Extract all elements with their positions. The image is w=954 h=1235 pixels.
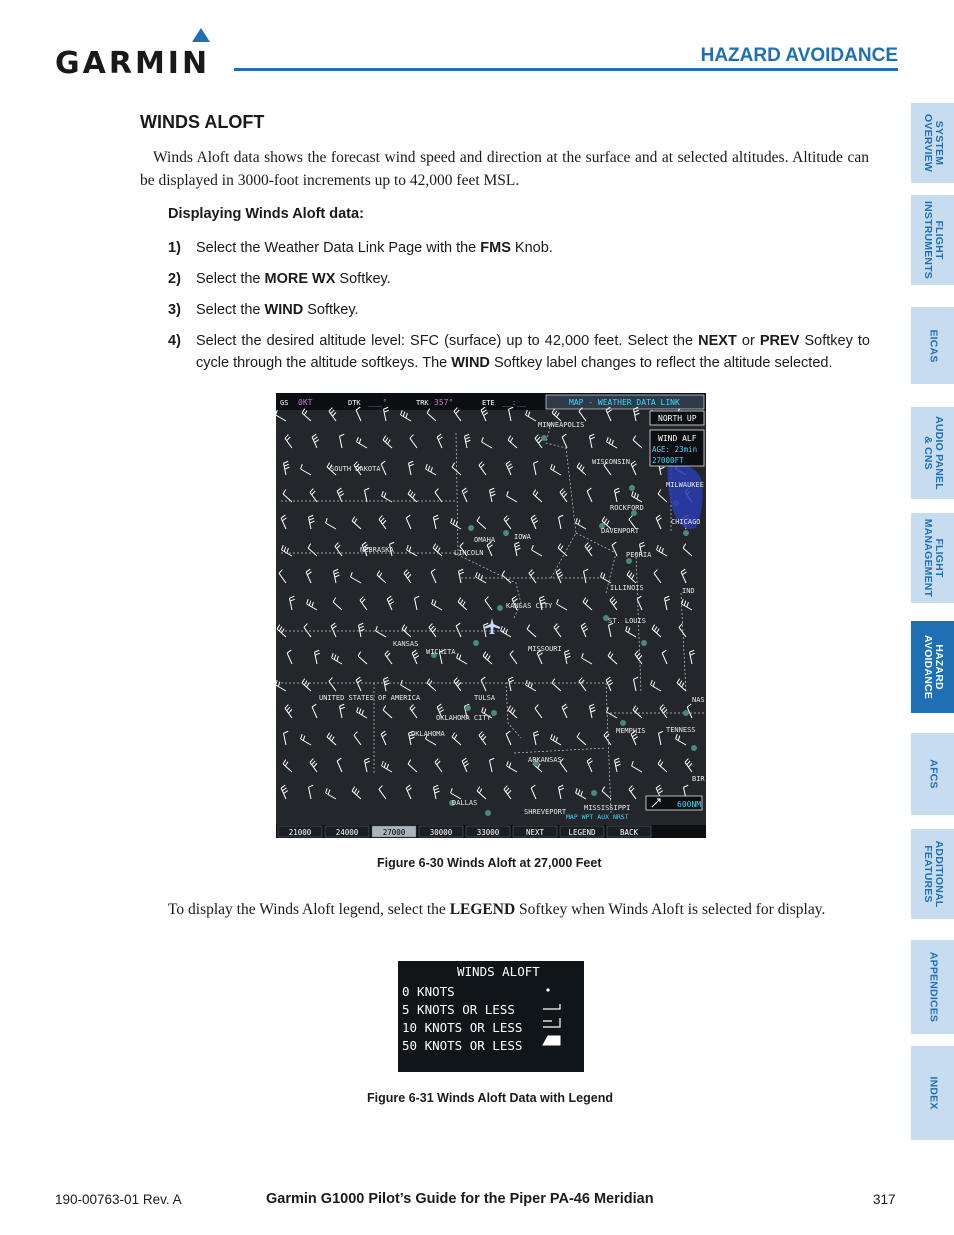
side-tab-label: AFCS bbox=[927, 759, 939, 789]
legend-row: 0 KNOTS bbox=[402, 984, 455, 999]
map-label: OKLAHOMA bbox=[411, 730, 445, 738]
ete-value: __:__ bbox=[502, 398, 527, 407]
ete-label: ETE bbox=[482, 399, 495, 407]
legend-row: 5 KNOTS OR LESS bbox=[402, 1002, 515, 1017]
wind-age-label: AGE: 23min bbox=[652, 445, 698, 454]
map-label: NAS bbox=[692, 696, 705, 704]
side-tab-label: HAZARD AVOIDANCE bbox=[921, 634, 945, 700]
north-up-label: NORTH UP bbox=[658, 414, 697, 423]
softkey-label: BACK bbox=[619, 828, 639, 837]
softkey-label: 27000 bbox=[382, 828, 406, 837]
map-label: OMAHA bbox=[474, 536, 496, 544]
map-label: IND bbox=[682, 587, 695, 595]
map-label: KANSAS bbox=[393, 640, 419, 648]
procedure-subhead: Displaying Winds Aloft data: bbox=[168, 206, 364, 222]
winds-aloft-legend-figure bbox=[398, 961, 584, 1072]
softkey-label: LEGEND bbox=[568, 828, 596, 837]
barb-5kt-icon bbox=[543, 1004, 560, 1009]
intro-paragraph: Winds Aloft data shows the forecast wind speed and direction at the surface and at selected altitudes. Altitude can be displayed in 3000-foot increments up to 42,000 feet MSL. bbox=[140, 149, 869, 189]
side-tab-hazard-avoidance[interactable] bbox=[911, 621, 954, 713]
side-tab-label: APPENDICES bbox=[927, 951, 939, 1023]
softkey-label: 30000 bbox=[429, 828, 453, 837]
section-title: HAZARD AVOIDANCE bbox=[700, 45, 898, 66]
trk-label: TRK bbox=[416, 399, 429, 407]
step-number: 2) bbox=[168, 271, 181, 287]
map-label: TULSA bbox=[474, 694, 496, 702]
map-label: SHREVEPORT bbox=[524, 808, 567, 816]
document-id: 190-00763-01 Rev. A bbox=[55, 1192, 182, 1207]
map-label: NEBRASKA bbox=[360, 546, 394, 554]
map-label: BIR bbox=[692, 775, 705, 783]
side-tab-label: SYSTEM OVERVIEW bbox=[921, 113, 945, 173]
side-tab-index[interactable] bbox=[911, 1046, 954, 1140]
side-tab-label: EICAS bbox=[927, 328, 939, 363]
softkey-label: 33000 bbox=[476, 828, 500, 837]
map-label: ST. LOUIS bbox=[608, 617, 646, 625]
figure1-caption: Figure 6-30 Winds Aloft at 27,000 Feet bbox=[377, 856, 602, 870]
map-label: DAVENPORT bbox=[601, 527, 639, 535]
map-label: ILLINOIS bbox=[610, 584, 644, 592]
step-number: 3) bbox=[168, 302, 181, 318]
side-tab-system-overview[interactable] bbox=[911, 103, 954, 183]
page-number: 317 bbox=[873, 1192, 896, 1207]
step-number: 4) bbox=[168, 333, 181, 349]
legend-paragraph: To display the Winds Aloft legend, select the LEGEND Softkey when Winds Aloft is selected for display. bbox=[168, 901, 826, 918]
gs-label: GS bbox=[280, 399, 289, 407]
step-4: 4) Select the desired altitude level: SFC (surface) up to 42,000 feet. Select the NEXT or PREV Softkey to cycle through the altitude softkeys. The WIND Softkey label changes to reflect the altitude selected. bbox=[168, 330, 870, 374]
map-label: SOUTH DAKOTA bbox=[330, 465, 381, 473]
map-label: ARKANSAS bbox=[528, 756, 562, 764]
side-tab-appendices[interactable] bbox=[911, 940, 954, 1034]
step-number: 1) bbox=[168, 240, 181, 256]
map-label: MISSISSIPPI bbox=[584, 804, 631, 812]
page-title: MAP - WEATHER DATA LINK bbox=[569, 398, 680, 407]
side-tab-flight-instruments[interactable] bbox=[911, 195, 954, 285]
calm-symbol-icon bbox=[546, 988, 549, 991]
gs-value: 0KT bbox=[298, 398, 313, 407]
side-tab-label: INDEX bbox=[927, 1076, 939, 1110]
map-label: WISCONSIN bbox=[592, 458, 630, 466]
header-rule bbox=[234, 68, 898, 71]
map-label: UNITED STATES OF AMERICA bbox=[319, 694, 421, 702]
side-tab-label: AUDIO PANEL & CNS bbox=[921, 416, 945, 490]
map-label: MINNEAPOLIS bbox=[538, 421, 585, 429]
trk-value: 357° bbox=[434, 398, 454, 407]
legend-row: 50 KNOTS OR LESS bbox=[402, 1038, 523, 1053]
map-label: KANSAS CITY bbox=[506, 602, 553, 610]
map-label: TENNESS bbox=[666, 726, 696, 734]
dtk-value: ___° bbox=[368, 398, 388, 407]
map-label: MILWAUKEE bbox=[666, 481, 704, 489]
page-heading: WINDS ALOFT bbox=[140, 112, 265, 132]
wind-alf-label: WIND ALF bbox=[658, 434, 697, 443]
figure2-caption: Figure 6-31 Winds Aloft Data with Legend bbox=[367, 1091, 613, 1105]
logo-text: GARMIN bbox=[55, 46, 211, 81]
map-label: MISSOURI bbox=[528, 645, 562, 653]
barb-50kt-icon bbox=[543, 1036, 560, 1045]
step-3: 3) Select the WIND Softkey. bbox=[168, 299, 870, 321]
side-tab-afcs[interactable] bbox=[911, 733, 954, 815]
legend-row: 10 KNOTS OR LESS bbox=[402, 1020, 523, 1035]
garmin-logo bbox=[55, 28, 220, 81]
step-1: 1) Select the Weather Data Link Page with the FMS Knob. bbox=[168, 237, 870, 259]
barb-10kt-icon bbox=[543, 1018, 560, 1027]
map-label: MEMPHIS bbox=[616, 727, 646, 735]
logo-triangle-icon bbox=[192, 28, 210, 42]
map-label: WICHITA bbox=[426, 648, 456, 656]
wind-alt-label: 27000FT bbox=[652, 456, 684, 465]
step-2: 2) Select the MORE WX Softkey. bbox=[168, 268, 870, 290]
page-group-label: MAP WPT AUX NRST bbox=[566, 813, 629, 821]
map-label: LINCOLN bbox=[454, 549, 484, 557]
softkey-label: 24000 bbox=[335, 828, 359, 837]
side-tab-audio-panel-cns[interactable] bbox=[911, 407, 954, 499]
side-tab-additional-features[interactable] bbox=[911, 829, 954, 919]
range-label: 600NM bbox=[677, 800, 702, 809]
side-tab-flight-management[interactable] bbox=[911, 513, 954, 603]
document-title: Garmin G1000 Pilot’s Guide for the Piper PA-46 Meridian bbox=[266, 1191, 654, 1207]
map-label: OKLAHOMA CITY bbox=[436, 714, 491, 722]
side-tab-eicas[interactable] bbox=[911, 307, 954, 384]
side-tab-label: FLIGHT INSTRUMENTS bbox=[921, 200, 945, 280]
map-label: PEORIA bbox=[626, 551, 652, 559]
softkey-label: 21000 bbox=[288, 828, 312, 837]
legend-barb-symbols bbox=[538, 981, 578, 1071]
map-label: DALLAS bbox=[452, 799, 478, 807]
map-label: ROCKFORD bbox=[610, 504, 644, 512]
side-tab-label: ADDITIONAL FEATURES bbox=[921, 840, 945, 908]
legend-title: WINDS ALOFT bbox=[457, 964, 540, 979]
side-tab-label: FLIGHT MANAGEMENT bbox=[921, 518, 945, 598]
map-label: CHICAGO bbox=[671, 518, 701, 526]
winds-aloft-map-figure bbox=[276, 393, 706, 838]
dtk-label: DTK bbox=[348, 399, 361, 407]
map-label: IOWA bbox=[514, 533, 531, 541]
softkey-label: NEXT bbox=[525, 828, 545, 837]
